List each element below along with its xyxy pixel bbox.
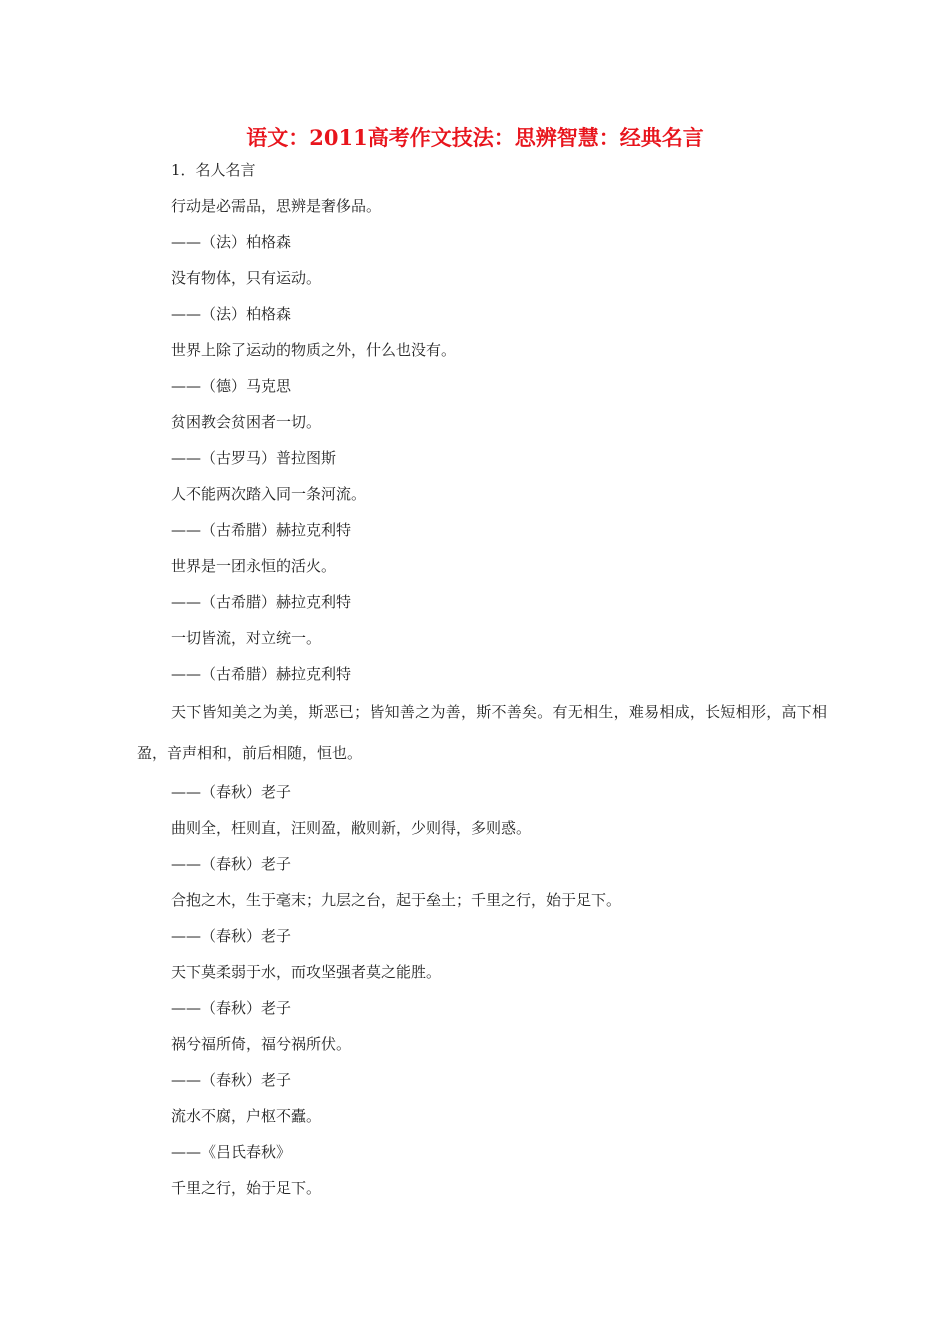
quote-line: 行动是必需品，思辨是奢侈品。 [171,197,382,215]
attribution-line: ——（春秋）老子 [171,927,292,945]
quote-line: 祸兮福所倚，福兮祸所伏。 [171,1035,352,1053]
attribution-line: ——（法）柏格森 [171,305,292,323]
quote-line: 贫困教会贫困者一切。 [171,413,322,431]
attribution-line: ——（古希腊）赫拉克利特 [171,593,352,611]
quote-line: 天下莫柔弱于水，而攻坚强者莫之能胜。 [171,963,442,981]
document-title: 语文：2011高考作文技法：思辨智慧：经典名言 [246,125,704,150]
quote-line: 流水不腐，户枢不蠹。 [171,1107,322,1125]
quote-line: 千里之行，始于足下。 [171,1179,322,1197]
attribution-line: ——（春秋）老子 [171,1071,292,1089]
section-heading: 1．名人名言 [171,161,256,179]
quote-paragraph: 天下皆知美之为美，斯恶已；皆知善之为善，斯不善矣。有无相生，难易相成，长短相形，高下相盈，音声相和，前后相随，恒也。 [137,703,827,762]
quote-line: 人不能两次踏入同一条河流。 [171,485,367,503]
attribution-line: ——（古罗马）普拉图斯 [171,449,337,467]
quote-line: 曲则全，枉则直，汪则盈，敝则新，少则得，多则惑。 [171,819,532,837]
quote-line: 合抱之木，生于毫末；九层之台，起于垒土；千里之行，始于足下。 [171,891,622,909]
quote-line: 没有物体，只有运动。 [171,269,322,287]
attribution-line: ——（春秋）老子 [171,999,292,1017]
quote-line: 一切皆流，对立统一。 [171,629,322,647]
attribution-line: ——（古希腊）赫拉克利特 [171,521,352,539]
attribution-line: ——（德）马克思 [171,377,292,395]
quote-line: 世界是一团永恒的活火。 [171,557,337,575]
attribution-line: ——（古希腊）赫拉克利特 [171,665,352,683]
attribution-line: ——《吕氏春秋》 [171,1143,292,1161]
attribution-line: ——（法）柏格森 [171,233,292,251]
document-body [137,152,827,1206]
attribution-line: ——（春秋）老子 [171,855,292,873]
attribution-line: ——（春秋）老子 [171,783,292,801]
quote-line: 世界上除了运动的物质之外，什么也没有。 [171,341,457,359]
